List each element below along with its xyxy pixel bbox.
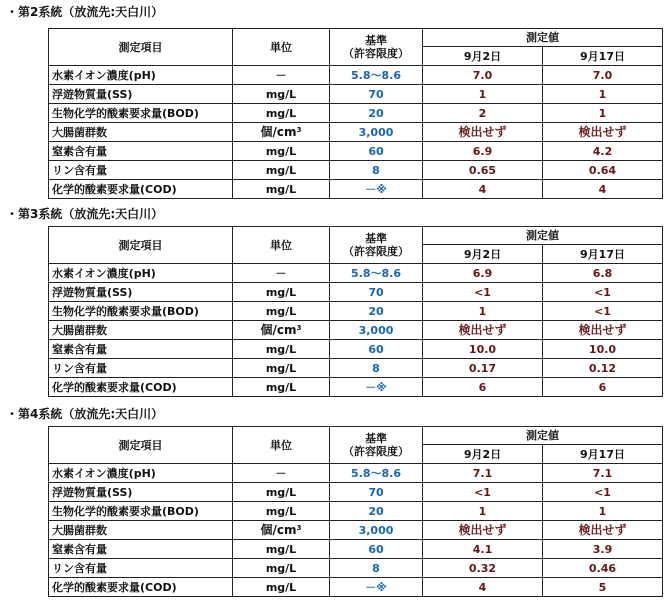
row-item: 窒素含有量 (49, 142, 233, 161)
table-row (49, 123, 663, 142)
table-row (49, 85, 663, 104)
header-measured: 測定値 (423, 427, 663, 445)
row-standard: 20 (330, 302, 423, 321)
row-unit: mg/L (233, 104, 330, 123)
unit-superscript: 3 (296, 125, 302, 134)
table-row (49, 180, 663, 199)
row-value-2: 1 (543, 104, 663, 123)
row-item: 大腸菌群数 (49, 321, 233, 340)
header-unit: 単位 (233, 227, 330, 264)
row-value-1: 6 (423, 378, 543, 397)
row-value-1: <1 (423, 283, 543, 302)
row-standard: 60 (330, 142, 423, 161)
table-row (49, 502, 663, 521)
unit-text: 個/cm (260, 124, 297, 139)
row-value-1: 0.17 (423, 359, 543, 378)
row-value-1: <1 (423, 483, 543, 502)
row-standard: 5.8～8.6 (330, 464, 423, 483)
table-row (49, 321, 663, 340)
row-unit: mg/L (233, 578, 330, 597)
header-standard-line1: 基準 (365, 432, 387, 445)
section-title: ・第3系統（放流先:天白川） (6, 207, 164, 221)
row-item: 浮遊物質量(SS) (49, 483, 233, 502)
row-item: 化学的酸素要求量(COD) (49, 180, 233, 199)
row-unit (233, 123, 330, 142)
row-value-1: 2 (423, 104, 543, 123)
section-title: ・第4系統（放流先:天白川） (6, 407, 164, 421)
row-value-2: <1 (543, 302, 663, 321)
header-date-2: 9月17日 (543, 245, 663, 264)
header-standard-line2: （許容限度） (343, 245, 409, 258)
unit-superscript: 3 (296, 523, 302, 532)
row-unit: mg/L (233, 359, 330, 378)
row-standard: 5.8～8.6 (330, 264, 423, 283)
row-value-1: 1 (423, 302, 543, 321)
row-value-2: 0.64 (543, 161, 663, 180)
row-item: 窒素含有量 (49, 340, 233, 359)
row-standard: 70 (330, 85, 423, 104)
row-unit: mg/L (233, 283, 330, 302)
header-item: 測定項目 (49, 227, 233, 264)
table-row (49, 378, 663, 397)
row-standard: 8 (330, 359, 423, 378)
row-unit: mg/L (233, 502, 330, 521)
row-standard: 3,000 (330, 521, 423, 540)
header-standard-line2: （許容限度） (343, 47, 409, 60)
row-standard: 8 (330, 559, 423, 578)
table-row (49, 142, 663, 161)
row-value-1: 7.1 (423, 464, 543, 483)
table-row (49, 540, 663, 559)
table-row (49, 340, 663, 359)
row-value-2: 0.46 (543, 559, 663, 578)
row-unit: mg/L (233, 378, 330, 397)
row-value-2: 1 (543, 85, 663, 104)
row-value-1: 0.65 (423, 161, 543, 180)
water-quality-table (48, 226, 663, 397)
header-measured: 測定値 (423, 227, 663, 245)
row-unit: mg/L (233, 142, 330, 161)
row-value-1: 10.0 (423, 340, 543, 359)
row-value-1: 検出せず (423, 321, 543, 340)
row-item: 水素イオン濃度(pH) (49, 464, 233, 483)
table-row (49, 464, 663, 483)
row-value-1: 6.9 (423, 142, 543, 161)
unit-superscript: 3 (296, 323, 302, 332)
row-value-1: 検出せず (423, 521, 543, 540)
row-value-1: 4 (423, 578, 543, 597)
row-value-2: 3.9 (543, 540, 663, 559)
header-item: 測定項目 (49, 29, 233, 66)
row-value-2: 4 (543, 180, 663, 199)
row-value-1: 4.1 (423, 540, 543, 559)
row-value-2: 7.0 (543, 66, 663, 85)
row-value-2: <1 (543, 283, 663, 302)
row-item: 浮遊物質量(SS) (49, 283, 233, 302)
row-item: リン含有量 (49, 359, 233, 378)
row-standard: 5.8～8.6 (330, 66, 423, 85)
table-row (49, 521, 663, 540)
row-value-2: 5 (543, 578, 663, 597)
header-item: 測定項目 (49, 427, 233, 464)
header-date-1: 9月2日 (423, 47, 543, 66)
section-title: ・第2系統（放流先:天白川） (6, 5, 164, 19)
header-standard (330, 227, 423, 264)
row-item: 生物化学的酸素要求量(BOD) (49, 302, 233, 321)
row-unit: － (233, 66, 330, 85)
row-standard: 70 (330, 283, 423, 302)
row-standard: －※ (330, 378, 423, 397)
row-value-2: 6 (543, 378, 663, 397)
table-row (49, 302, 663, 321)
row-item: 化学的酸素要求量(COD) (49, 378, 233, 397)
row-standard: 60 (330, 340, 423, 359)
table-row (49, 483, 663, 502)
row-unit: mg/L (233, 302, 330, 321)
unit-text: 個/cm (260, 522, 297, 537)
unit-text: 個/cm (260, 322, 297, 337)
row-item: 大腸菌群数 (49, 521, 233, 540)
row-item: 生物化学的酸素要求量(BOD) (49, 502, 233, 521)
header-measured: 測定値 (423, 29, 663, 47)
table-row (49, 104, 663, 123)
row-value-2: 4.2 (543, 142, 663, 161)
row-standard: －※ (330, 578, 423, 597)
header-unit: 単位 (233, 427, 330, 464)
row-value-2: 検出せず (543, 123, 663, 142)
row-item: リン含有量 (49, 161, 233, 180)
row-value-2: 検出せず (543, 321, 663, 340)
row-standard: 20 (330, 502, 423, 521)
header-standard-line1: 基準 (365, 232, 387, 245)
row-value-1: 6.9 (423, 264, 543, 283)
table-row (49, 264, 663, 283)
row-standard: 3,000 (330, 123, 423, 142)
row-item: 化学的酸素要求量(COD) (49, 578, 233, 597)
row-standard: 3,000 (330, 321, 423, 340)
row-standard: 70 (330, 483, 423, 502)
row-item: 水素イオン濃度(pH) (49, 66, 233, 85)
row-unit: mg/L (233, 559, 330, 578)
row-item: 生物化学的酸素要求量(BOD) (49, 104, 233, 123)
header-standard-line2: （許容限度） (343, 445, 409, 458)
row-value-2: 6.8 (543, 264, 663, 283)
row-standard: 20 (330, 104, 423, 123)
row-value-1: 1 (423, 85, 543, 104)
row-value-2: 7.1 (543, 464, 663, 483)
header-date-2: 9月17日 (543, 47, 663, 66)
row-value-1: 4 (423, 180, 543, 199)
row-unit: mg/L (233, 340, 330, 359)
header-standard (330, 427, 423, 464)
row-value-2: 1 (543, 502, 663, 521)
table-row (49, 283, 663, 302)
header-date-1: 9月2日 (423, 445, 543, 464)
row-item: リン含有量 (49, 559, 233, 578)
table-row (49, 559, 663, 578)
water-quality-table (48, 426, 663, 597)
row-value-1: 7.0 (423, 66, 543, 85)
table-row (49, 66, 663, 85)
row-unit: mg/L (233, 483, 330, 502)
row-unit: mg/L (233, 85, 330, 104)
row-value-2: 10.0 (543, 340, 663, 359)
row-item: 浮遊物質量(SS) (49, 85, 233, 104)
header-standard (330, 29, 423, 66)
row-value-1: 1 (423, 502, 543, 521)
header-date-1: 9月2日 (423, 245, 543, 264)
row-unit (233, 321, 330, 340)
row-value-2: <1 (543, 483, 663, 502)
row-unit (233, 521, 330, 540)
row-item: 大腸菌群数 (49, 123, 233, 142)
row-unit: mg/L (233, 540, 330, 559)
table-row (49, 578, 663, 597)
header-unit: 単位 (233, 29, 330, 66)
row-item: 窒素含有量 (49, 540, 233, 559)
row-value-2: 0.12 (543, 359, 663, 378)
row-unit: mg/L (233, 161, 330, 180)
row-item: 水素イオン濃度(pH) (49, 264, 233, 283)
row-value-1: 0.32 (423, 559, 543, 578)
header-standard-line1: 基準 (365, 34, 387, 47)
row-unit: － (233, 264, 330, 283)
row-unit: mg/L (233, 180, 330, 199)
row-standard: －※ (330, 180, 423, 199)
row-value-2: 検出せず (543, 521, 663, 540)
table-row (49, 161, 663, 180)
row-standard: 8 (330, 161, 423, 180)
header-date-2: 9月17日 (543, 445, 663, 464)
row-value-1: 検出せず (423, 123, 543, 142)
table-row (49, 359, 663, 378)
water-quality-table (48, 28, 663, 199)
row-unit: － (233, 464, 330, 483)
row-standard: 60 (330, 540, 423, 559)
